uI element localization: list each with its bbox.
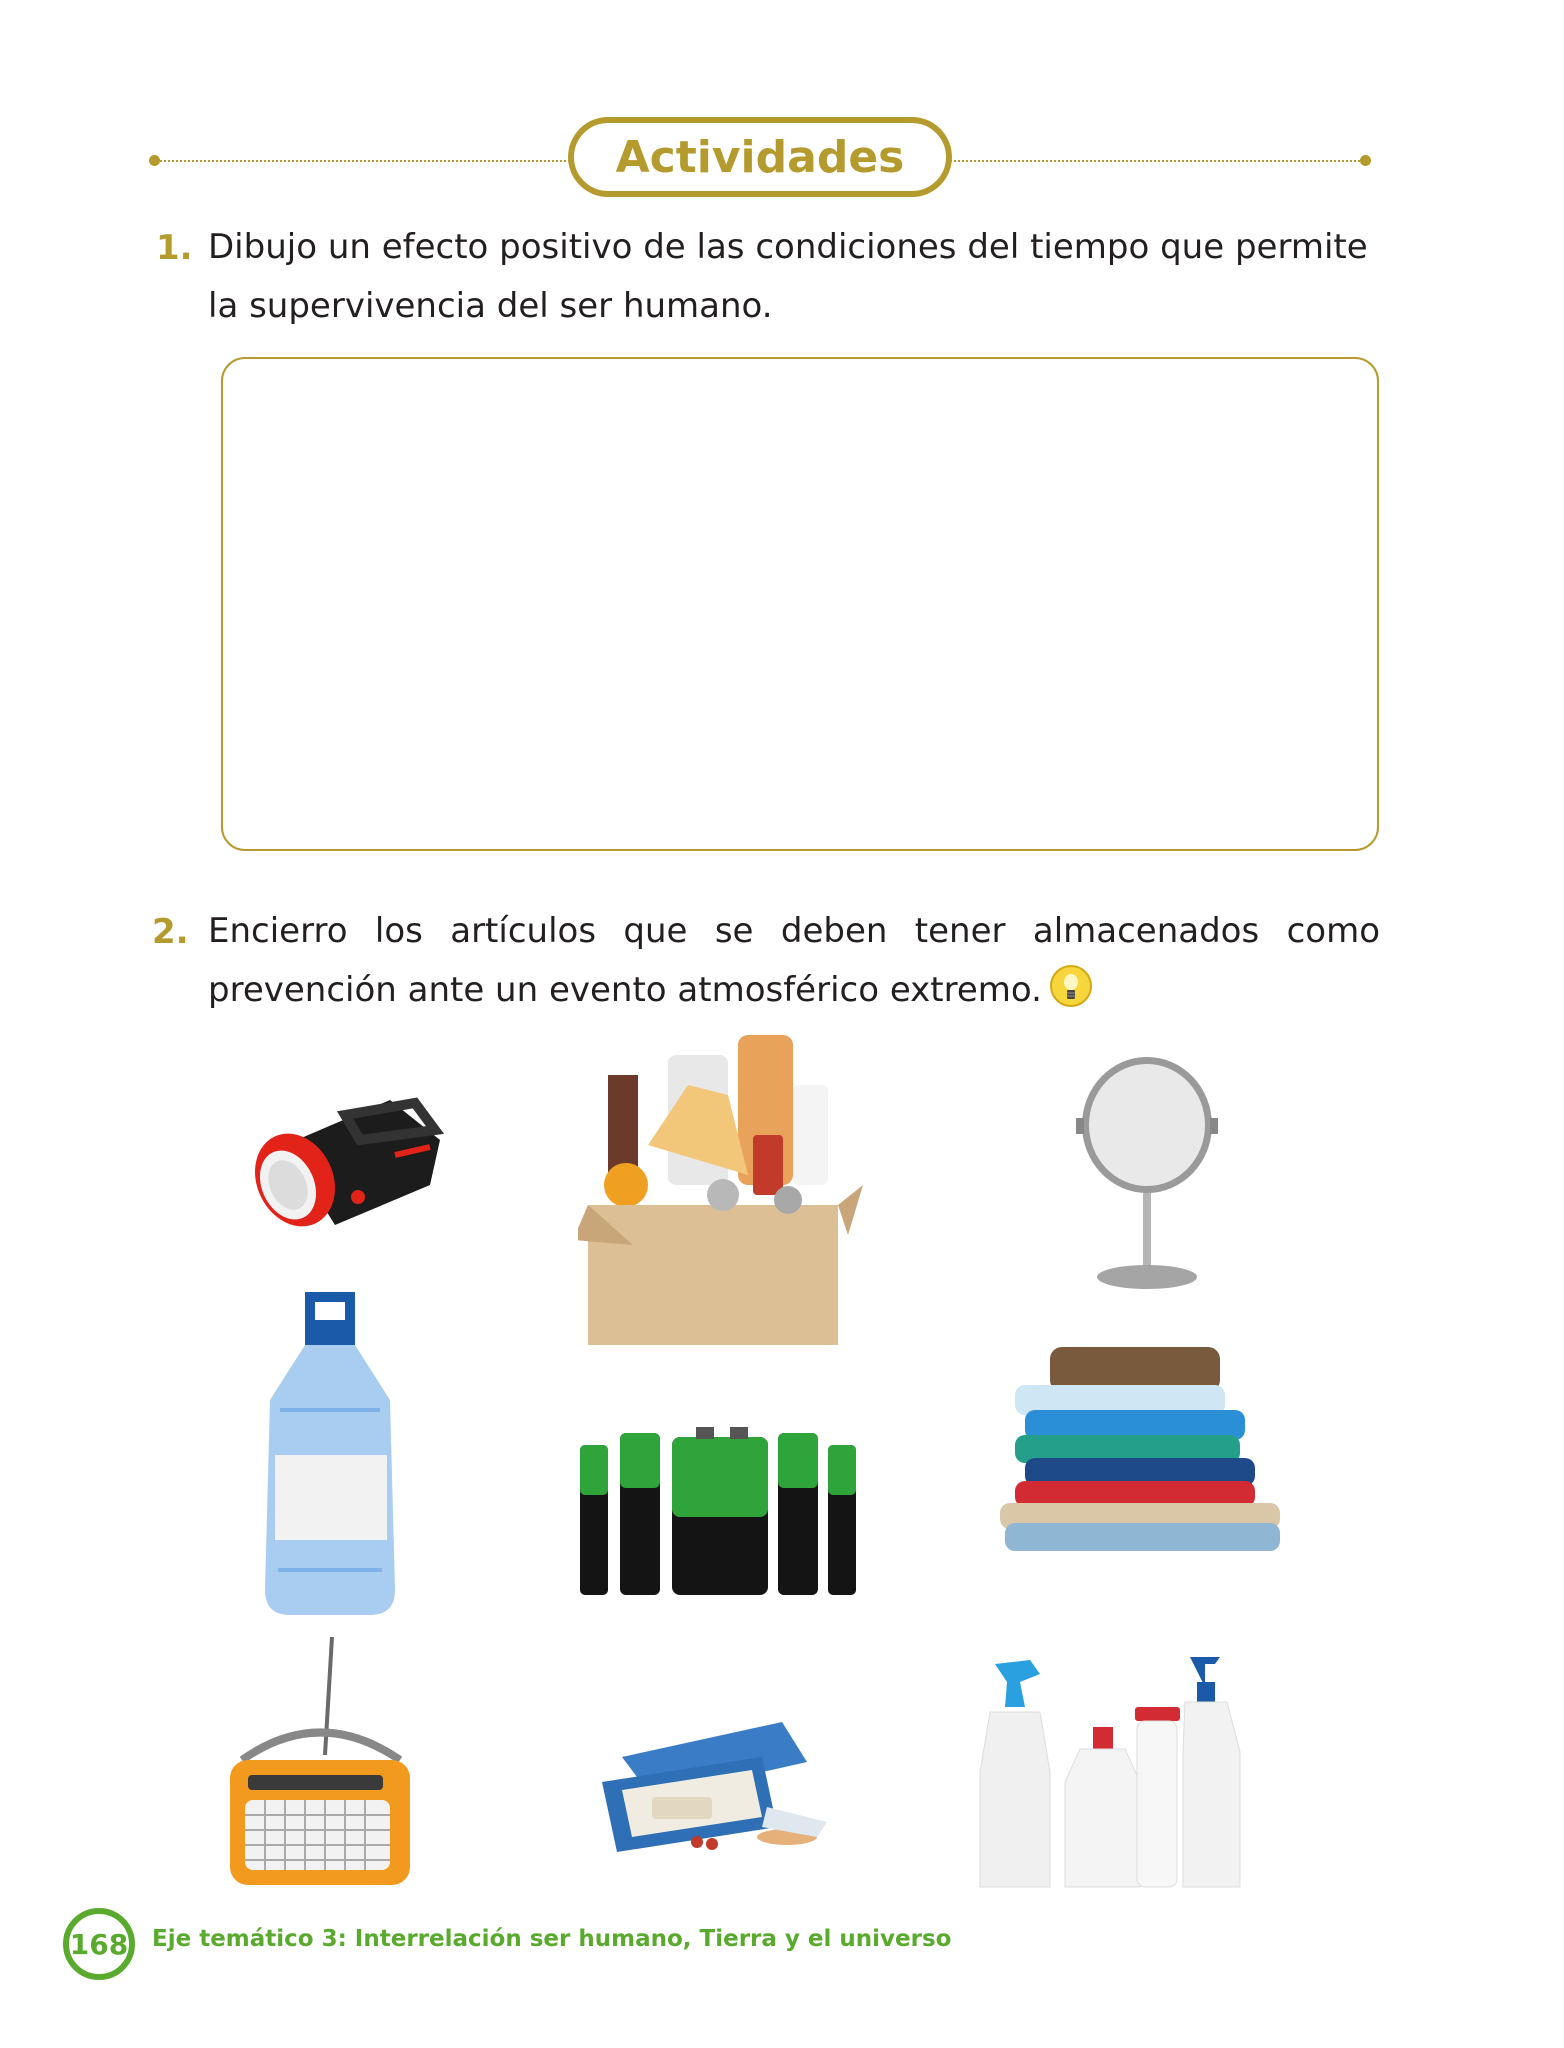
- batteries-icon[interactable]: [578, 1425, 858, 1604]
- footer-text: Eje temático 3: Interrelación ser humano, Tierra y el universo: [152, 1926, 952, 1952]
- activity-2-line-1: Encierro los artículos que se deben tener almacenados como: [208, 911, 1380, 951]
- activity-2-text: [208, 902, 1380, 1028]
- clothes-pile-icon[interactable]: [995, 1345, 1285, 1559]
- drawing-area[interactable]: [221, 357, 1379, 851]
- activity-2-number: 2.: [152, 912, 189, 952]
- radio-icon[interactable]: [220, 1635, 420, 1894]
- first-aid-kit-icon[interactable]: [592, 1712, 852, 1861]
- activity-1-text: [208, 218, 1380, 336]
- activity-2-line-2-wrap: [208, 961, 1380, 1028]
- header-line-right: [950, 160, 1360, 162]
- section-title: Actividades: [568, 117, 952, 197]
- header-dot-right: [1360, 155, 1371, 166]
- food-box-icon[interactable]: [578, 1025, 878, 1354]
- header-dot-left: [149, 155, 160, 166]
- water-bottle-icon[interactable]: [260, 1290, 400, 1624]
- activity-1-line-2: la supervivencia del ser humano.: [208, 286, 773, 326]
- mirror-icon[interactable]: [1072, 1055, 1222, 1299]
- cleaning-bottles-icon[interactable]: [965, 1652, 1245, 1896]
- activity-2-line-2: prevención ante un evento atmosférico extremo.: [208, 970, 1042, 1010]
- flashlight-icon[interactable]: [240, 1075, 450, 1244]
- activity-1-number: 1.: [156, 228, 193, 268]
- activity-1-line-1: Dibujo un efecto positivo de las condiciones del tiempo que permite: [208, 227, 1368, 267]
- lightbulb-icon: [1048, 963, 1094, 1028]
- header-line-left: [160, 160, 570, 162]
- page-number: 168: [63, 1908, 135, 1980]
